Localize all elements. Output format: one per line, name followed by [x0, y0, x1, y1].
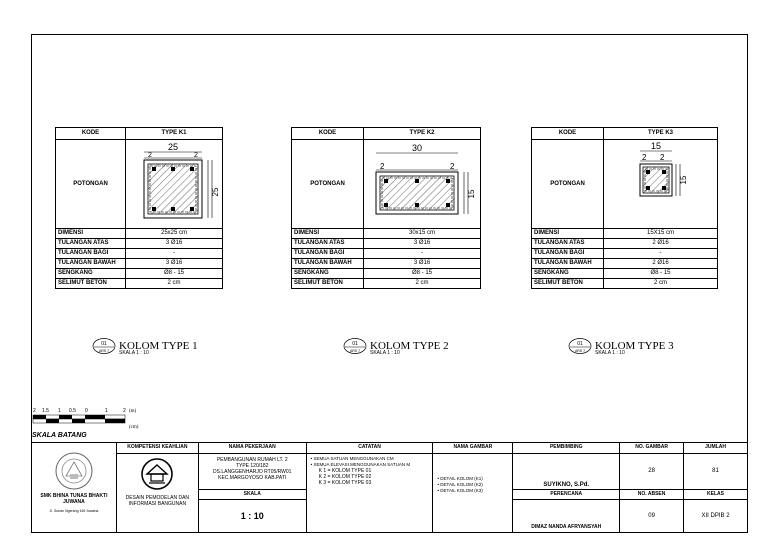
- pekerjaan-line: TYPE 120/182: [235, 462, 269, 469]
- row-value: -: [604, 249, 718, 259]
- row-value: 3 Ø16: [364, 239, 481, 249]
- row-value: 2 cm: [364, 279, 481, 289]
- row-value: -: [126, 249, 223, 259]
- bubble-bottom: ARS 7: [349, 349, 361, 353]
- kompetensi-cell: [116, 453, 198, 532]
- kode-header: KODE: [532, 128, 604, 140]
- column-k1-section-drawing: [126, 140, 222, 228]
- kolom-skala: SKALA 1 : 10: [370, 350, 400, 356]
- row-label: SELIMUT BETON: [292, 279, 364, 289]
- row-label: DIMENSI: [292, 229, 364, 239]
- detail-bubble-icon: [568, 338, 592, 354]
- dim-side: 25: [211, 187, 220, 197]
- pembimbing-value: SUYIKNO, S.Pd.: [513, 453, 620, 489]
- section-drawing-cell: [364, 140, 481, 229]
- section-drawing-cell: [604, 140, 718, 229]
- school-address: Jl. Sunan Ngerang 169 Juwana: [49, 509, 99, 513]
- row-value: 2 Ø16: [604, 259, 718, 269]
- perencana-header: PERENCANA: [513, 489, 620, 500]
- column-k3-section-drawing: [604, 140, 717, 228]
- row-label: SELIMUT BETON: [56, 279, 126, 289]
- scale-tick: 2: [123, 408, 126, 414]
- row-value: 30x15 cm: [364, 229, 481, 239]
- row-label: DIMENSI: [56, 229, 126, 239]
- dim-top: 25: [167, 142, 179, 152]
- dim-side: 15: [467, 189, 476, 199]
- pekerjaan-header: NAMA PEKERJAAN: [198, 443, 306, 454]
- row-label: SENGKANG: [292, 269, 364, 279]
- row-value: Ø8 - 15: [604, 269, 718, 279]
- row-label: TULANGAN BAGI: [532, 249, 604, 259]
- catatan-line: K 3 = KOLOM TYPE 03: [318, 479, 372, 486]
- row-value: 3 Ø16: [364, 259, 481, 269]
- kelas-header: KELAS: [684, 489, 748, 500]
- school-name: SMK BHINA TUNAS BHAKTI JUWANA: [40, 493, 108, 505]
- bubble-top: 01: [101, 341, 107, 347]
- kolom-skala: SKALA 1 : 10: [595, 350, 625, 356]
- kode-header: KODE: [292, 128, 364, 140]
- kode-header: KODE: [56, 128, 126, 140]
- no-gambar-value: 28: [620, 453, 684, 489]
- kolom-title-2: [343, 338, 449, 354]
- gambar-item: • DETAIL KOLOM (K2): [437, 481, 483, 487]
- detail-bubble-icon: [92, 338, 116, 354]
- gambar-cell: [433, 453, 513, 532]
- section-drawing-cell: [126, 140, 223, 229]
- catatan-bullet: • SEMUA SATUAN MENGGUNAKAN CM: [310, 455, 394, 461]
- scale-bar: [31, 404, 161, 432]
- kolom-title-1: [92, 338, 198, 354]
- cover-right: 2: [194, 152, 198, 159]
- jumlah-value: 81: [684, 453, 748, 489]
- bubble-bottom: ARS 7: [98, 349, 110, 353]
- type-header: TYPE K2: [364, 128, 481, 140]
- row-value: 3 Ø16: [126, 239, 223, 249]
- row-value: 2 cm: [604, 279, 718, 289]
- dim-side: 15: [679, 175, 688, 185]
- scale-bar-label: SKALA BATANG: [32, 432, 87, 439]
- kolom-title-3: [568, 338, 674, 354]
- scale-unit-cm: (cm): [129, 425, 139, 430]
- cover-right: 2: [660, 153, 665, 162]
- kelas-value: XII DPIB 2: [684, 500, 748, 533]
- pekerjaan-line: KEC.MARGOYOSO KAB.PATI: [218, 474, 287, 481]
- gambar-header: NAMA GAMBAR: [433, 443, 513, 454]
- scale-tick: 0.5: [69, 408, 76, 414]
- catatan-line: K 2 = KOLOM TYPE 02: [318, 473, 372, 480]
- row-label: TULANGAN BAGI: [292, 249, 364, 259]
- catatan-cell: [306, 453, 433, 532]
- title-block: [31, 442, 748, 533]
- dim-top: 15: [650, 141, 662, 151]
- row-label: TULANGAN BAGI: [56, 249, 126, 259]
- kolom-skala: SKALA 1 : 10: [119, 350, 149, 356]
- column-k2-section-drawing: [364, 140, 480, 228]
- scale-tick: 0: [85, 408, 88, 414]
- type-header: TYPE K3: [604, 128, 718, 140]
- column-table-k2: [291, 127, 481, 289]
- kompetensi-value: DESAIN PEMODELAN DAN INFORMASI BANGUNAN: [125, 494, 190, 507]
- row-label: SENGKANG: [532, 269, 604, 279]
- bubble-top: 01: [352, 341, 358, 347]
- cover-left: 2: [380, 162, 385, 171]
- bubble-top: 01: [577, 341, 583, 347]
- row-label: TULANGAN ATAS: [292, 239, 364, 249]
- row-label: SELIMUT BETON: [532, 279, 604, 289]
- kolom-title-text: KOLOM TYPE 3: [595, 339, 674, 352]
- pembimbing-header: PEMBIMBING: [513, 443, 620, 454]
- row-value: -: [364, 249, 481, 259]
- row-label: DIMENSI: [532, 229, 604, 239]
- row-value: 25x25 cm: [126, 229, 223, 239]
- row-label: TULANGAN ATAS: [532, 239, 604, 249]
- column-table-k3: [531, 127, 718, 289]
- bubble-bottom: ARS 7: [574, 349, 586, 353]
- pekerjaan-cell: [198, 453, 306, 489]
- gambar-item: • DETAIL KOLOM (K3): [437, 487, 483, 493]
- school-logo-icon: [52, 451, 96, 491]
- scale-tick: 1: [58, 408, 61, 414]
- catatan-bullet: • SEMUA ELEVASI MENGGUNAKAN SATUAN M: [310, 461, 411, 467]
- kompetensi-header: KOMPETENSI KEAHLIAN: [116, 443, 198, 454]
- catatan-header: CATATAN: [306, 443, 433, 454]
- row-value: Ø8 - 15: [364, 269, 481, 279]
- jumlah-header: JUMLAH: [684, 443, 748, 454]
- row-label: TULANGAN BAWAH: [292, 259, 364, 269]
- scale-tick: 2: [33, 408, 36, 414]
- skala-header: SKALA: [198, 489, 306, 500]
- no-gambar-header: NO. GAMBAR: [620, 443, 684, 454]
- scale-unit-m: (m): [129, 409, 137, 414]
- potongan-label: POTONGAN: [56, 140, 126, 229]
- scale-tick: 1: [105, 408, 108, 414]
- scale-tick: 1.5: [42, 408, 49, 414]
- cover-left: 2: [642, 153, 647, 162]
- no-absen-header: NO. ABSEN: [620, 489, 684, 500]
- catatan-line: K 1 = KOLOM TYPE 01: [318, 467, 372, 474]
- pekerjaan-line: DS.LANGGENHARJO RT05/RW01: [213, 468, 292, 475]
- column-table-k1: [55, 127, 223, 289]
- no-absen-value: 09: [620, 500, 684, 533]
- row-label: TULANGAN BAWAH: [56, 259, 126, 269]
- gambar-item: • DETAIL KOLOM (K1): [437, 475, 483, 481]
- cover-right: 2: [450, 162, 455, 171]
- row-value: 15X15 cm: [604, 229, 718, 239]
- skala-value: 1 : 10: [198, 500, 306, 533]
- potongan-label: POTONGAN: [532, 140, 604, 229]
- row-value: 2 Ø16: [604, 239, 718, 249]
- school-cell: [32, 443, 117, 533]
- row-value: 2 cm: [126, 279, 223, 289]
- cover-left: 2: [148, 152, 152, 159]
- row-label: TULANGAN ATAS: [56, 239, 126, 249]
- type-header: TYPE K1: [126, 128, 223, 140]
- perencana-value: DIMAZ NANDA AFRYANSYAH: [513, 500, 620, 533]
- row-label: SENGKANG: [56, 269, 126, 279]
- row-label: TULANGAN BAWAH: [532, 259, 604, 269]
- kolom-title-text: KOLOM TYPE 1: [119, 339, 198, 352]
- program-logo-icon: [140, 457, 174, 491]
- dim-top: 30: [411, 143, 423, 153]
- kolom-title-text: KOLOM TYPE 2: [370, 339, 449, 352]
- row-value: Ø8 - 15: [126, 269, 223, 279]
- detail-bubble-icon: [343, 338, 367, 354]
- potongan-label: POTONGAN: [292, 140, 364, 229]
- row-value: 3 Ø16: [126, 259, 223, 269]
- pekerjaan-line: PEMBANGUNAN RUMAH LT. 2: [216, 456, 288, 463]
